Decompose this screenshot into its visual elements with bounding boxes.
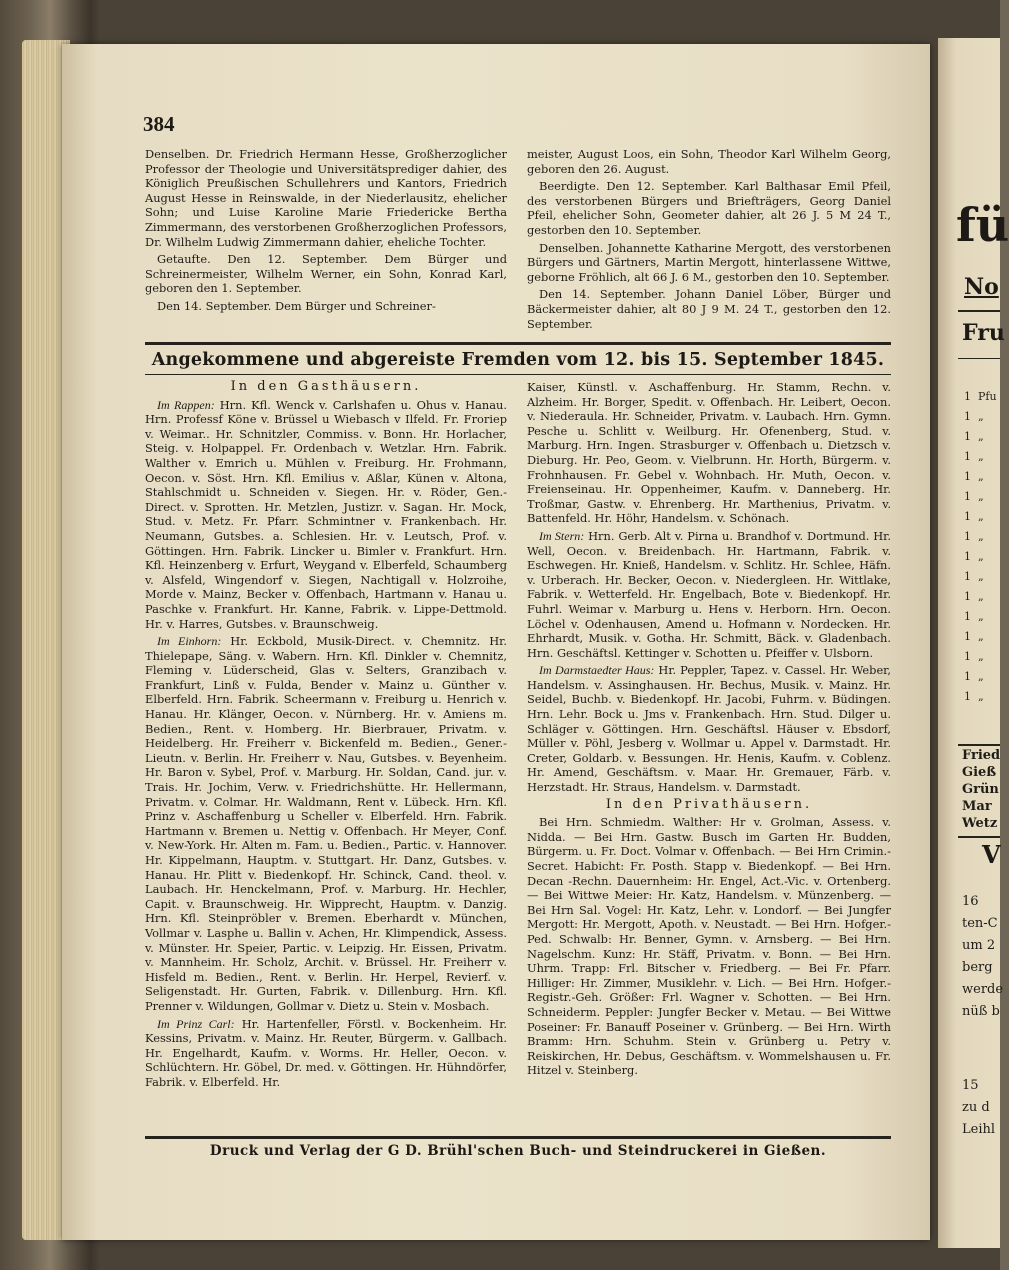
heading-fragment: Fru bbox=[962, 320, 1005, 346]
list-item: „ bbox=[978, 430, 984, 443]
list-item: „ bbox=[978, 450, 984, 463]
rule bbox=[958, 744, 1000, 746]
paragraph: Beerdigte. Den 12. September. Karl Balthasar Emil Pfeil, des verstorbenen Bürgers und Briefträgers, Georg Daniel Pfeil, ehelicher Sohn, Geometer dahier, alt 26 J. 5 M 24 T., gestorben den 10. September. bbox=[527, 179, 891, 237]
rule bbox=[958, 358, 1000, 359]
list-item: Pfu bbox=[978, 390, 997, 403]
list-number: 1 bbox=[964, 690, 971, 703]
list-item: „ bbox=[978, 630, 984, 643]
text-fragment: um 2 bbox=[962, 938, 996, 953]
text-fragment: Leihl bbox=[962, 1122, 996, 1137]
hotel-guests: Kaiser, Künstl. v. Aschaffenburg. Hr. Stamm, Rechn. v. Alzheim. Hr. Borger, Spedit. v. Offenbach. Hr. Leibert, Oecon. v. Niederaula. Hr. Schneider, Privatm. v. Laubach. Hrn. Gymn. Pesche u. Schlitt v. Weilburg. Hr. Ofenenberg, Stud. v. Marburg. Hrn. Ingen. Strasburger v. Offenbach u. Dietzsch v. Dieburg. Hr. Peo, Geom. v. Vielbrunn. Hr. Horth, Bürgerm. v. Frohnhausen. Fr. Gebel v. Wohnbach. Hr. Muth, Oecon. v. Freienseinau. Hr. Oppenheimer, Kaufm. v. Danneberg. Hr. Troßmar, Gastw. v. Ehrenberg. Hr. Marthenius, Privatm. v. Battenfeld. Hr. Höhr, Handelsm. v. Schönach. bbox=[527, 380, 891, 526]
footer-rule bbox=[145, 1136, 891, 1139]
hotel-guests: Hrn. Kfl. Wenck v. Carlshafen u. Ohus v. Hanau. Hrn. Professf Köne v. Brüssel u Wiebasch v Ilfeld. Fr. Froriep v. Weimar.. Hr. Schnitzler, Commiss. v. Bonn. Hr. Horlacher, Steig. v. Holpappel. Fr. Ordenbach v. Wetzlar. Hrn. Fabrik. Walther v. Emrich u. Mühlen v. Freiburg. Hr. Frohmann, Oecon. v. Söst. Hrn. Kfl. Emilius v. Aßlar, Künen v. Altona, Stahlschmidt u. Schneiden v. Siegen. Hr. v. Röder, Gen.-Direct. v. Sprotten. Hr. Metzlen, Justizr. v. Sagan. Hr. Mock, Stud. v. Metz. Fr. Pfarr. Schmintner v. Frankenbach. Hr. Neumann, Gutsbes. a. Schlesien. Hr. v. Leutsch, Prof. v. Göttingen. Hrn. Fabrik. Lincker u. Bimler v. Frankfurt. Hrn. Kfl. Heinzenberg v. Erfurt, Weygand v. Elberfeld, Schaumberg v. Alsfeld, Wingendorf v. Siegen, Nachtigall v. Holzroihe, Morde v. Mainz, Becker v. Offenbach, Hartmann v. Hanau u. Paschke v. Frankfurt. Hr. Kanne, Fabrik. v. Lippe-Dettmold. Hr. v. Harres, Gutsbes. v. Braunschweig. bbox=[145, 397, 507, 631]
masthead-fragment: fü bbox=[956, 198, 1009, 252]
text-fragment: nüß b bbox=[962, 1004, 1000, 1019]
list-item: „ bbox=[978, 530, 984, 543]
hotel-entry bbox=[527, 663, 891, 794]
list-number: 1 bbox=[964, 550, 971, 563]
private-houses-text: Bei Hrn. Schmiedm. Walther: Hr v. Grolman, Assess. v. Nidda. — Bei Hrn. Gastw. Busch im Garten Hr. Budden, Bürgerm. u. Fr. Doct. Volmar v. Offenbach. — Bei Hrn Crimin.-Secret. Habicht: Fr. Posth. Stapp v. Biedenkopf. — Bei Hrn. Decan -Rechn. Dauernheim: Hr. Engel, Act.-Vic. v. Ortenberg. — Bei Wittwe Meier: Hr. Katz, Handelsm. v. Münzenberg. — Bei Hrn Sal. Vogel: Hr. Katz, Lehr. v. Londorf. — Bei Jungfer Mergott: Hr. Mergott, Apoth. v. Neustadt. — Bei Hrn. Hofger.-Ped. Schwalb: Hr. Benner, Gymn. v. Arnsberg. — Bei Hrn. Nagelschm. Kunz: Hr. Stäff, Privatm. v. Bonn. — Bei Hrn. Uhrm. Trapp: Frl. Bitscher v. Friedberg. — Bei Fr. Pfarr. Hilliger: Hr. Zimmer, Musiklehr. v. Lich. — Bei Hrn. Hofger.-Registr.-Geh. Größer: Frl. Wagner v. Schotten. — Bei Hrn. Schneiderm. Peppler: Jungfer Becker v. Metau. — Bei Wittwe Poseiner: Fr. Banauff Poseiner v. Grünberg. — Bei Hrn. Wirth Bramm: Hrn. Schuhm. Stein v. Grünberg u. Petry v. Reiskirchen, Hr. Debus, Geschäftsm. v. Wommelshausen u. Fr. Hitzel v. Steinberg. bbox=[527, 815, 891, 1078]
place-name: Gieß bbox=[962, 765, 997, 780]
place-name: Fried bbox=[962, 748, 1001, 763]
list-number: 1 bbox=[964, 530, 971, 543]
hotel-name: Im Prinz Carl: bbox=[157, 1016, 235, 1031]
hotel-name: Im Darmstaedter Haus: bbox=[539, 663, 655, 678]
section-title: Angekommene und abgereiste Fremden vom 12. bis 15. September 1845. bbox=[151, 350, 885, 370]
place-name: Mar bbox=[962, 799, 992, 814]
section-rule-top bbox=[145, 342, 891, 345]
list-item: „ bbox=[978, 550, 984, 563]
hotel-entry bbox=[145, 634, 507, 1013]
text-fragment: werde bbox=[962, 982, 1004, 997]
list-number: 1 bbox=[964, 570, 971, 583]
list-item: „ bbox=[978, 670, 984, 683]
section-rule-under-title bbox=[145, 374, 891, 375]
list-item: „ bbox=[978, 410, 984, 423]
list-item: „ bbox=[978, 650, 984, 663]
paragraph: Denselben. Dr. Friedrich Hermann Hesse, Großherzoglicher Professor der Theologie und Universitätsprediger dahier, des Königlich Preußischen Schullehrers und Kantors, Friedrich August Hesse in Reinswalde, in der Niederlausitz, ehelicher Sohn; und Luise Karoline Marie Friedericke Bertha Zimmermann, des verstorbenen Großherzoglichen Professors, Dr. Wilhelm Ludwig Zimmermann dahier, eheliche Tochter. bbox=[145, 147, 507, 249]
hotel-guests: Hr. Peppler, Tapez. v. Cassel. Hr. Weber, Handelsm. v. Assinghausen. Hr. Bechus, Musik. v. Mainz. Hr. Seidel, Buchb. v. Biedenkopf. Hr. Jacobi, Fuhrm. v. Büdingen. Hrn. Lehr. Bock u. Jms v. Frankenbach. Hrn. Stud. Dilger u. Schläger v. Göttingen. Hrn. Geschäftsl. Häuser v. Ebsdorf, Müller v. Pöhl, Jesberg v. Wollmar u. Appel v. Darmstadt. Hr. Creter, Goldarb. v. Bessungen. Hr. Henis, Kaufm. v. Coblenz. Hr. Amend, Geschäftsm. v. Maar. Hr. Gremauer, Färb. v. Herzstadt. Hr. Straus, Handelsm. v. Darmstadt. bbox=[527, 663, 891, 795]
list-item: „ bbox=[978, 610, 984, 623]
hotel-name: Im Stern: bbox=[539, 528, 585, 543]
text-fragment: 15 bbox=[962, 1078, 979, 1093]
arrivals-right-column bbox=[527, 380, 891, 1081]
hotel-name: Im Einhorn: bbox=[157, 634, 222, 649]
hotel-entry bbox=[527, 529, 891, 660]
arrivals-left-column bbox=[145, 380, 507, 1093]
text-fragment: 16 bbox=[962, 894, 979, 909]
place-name: Wetz bbox=[962, 816, 998, 831]
list-number: 1 bbox=[964, 470, 971, 483]
rule bbox=[958, 310, 1000, 312]
list-number: 1 bbox=[964, 450, 971, 463]
paragraph: Getaufte. Den 12. September. Dem Bürger und Schreinermeister, Wilhelm Werner, ein Sohn, Konrad Karl, geboren den 1. September. bbox=[145, 252, 507, 296]
list-number: 1 bbox=[964, 430, 971, 443]
paragraph: Den 14. September. Johann Daniel Löber, Bürger und Bäckermeister dahier, alt 80 J 9 M. 24 T., gestorben den 12. September. bbox=[527, 287, 891, 331]
page-number: 384 bbox=[143, 112, 175, 136]
list-number: 1 bbox=[964, 630, 971, 643]
hotel-entry bbox=[527, 380, 891, 526]
list-number: 1 bbox=[964, 650, 971, 663]
heading-private-houses: In den Privathäusern. bbox=[605, 796, 813, 812]
issue-number-fragment: No bbox=[964, 274, 999, 300]
hotel-guests: Hrn. Gerb. Alt v. Pirna u. Brandhof v. Dortmund. Hr. Well, Oecon. v. Breidenbach. Hr. Hartmann, Fabrik. v. Eschwegen. Hr. Knieß, Handelsm. v. Schlitz. Hr. Schlee, Häfn. v. Urberach. Hr. Becker, Oecon. v. Niedergleen. Hr. Wittlake, Fabrik. v. Wetterfeld. Hr. Engelbach, Bote v. Biedenkopf. Hr. Fuhrl. Weimar v. Marburg u. Hens v. Herborn. Hrn. Oecon. Löchel v. Odenhausen, Amend u. Hofmann v. Nordecken. Hr. Ehrhardt, Musik. v. Gotha. Hr. Schmitt, Bäck. v. Gladenbach. Hrn. Geschäftsl. Kettinger v. Schotten u. Pfeiffer v. Ulsborn. bbox=[527, 528, 891, 660]
list-number: 1 bbox=[964, 610, 971, 623]
list-number: 1 bbox=[964, 510, 971, 523]
imprint-footer: Druck und Verlag der G D. Brühl'schen Buch- und Steindruckerei in Gießen. bbox=[209, 1143, 827, 1159]
hotel-entry bbox=[145, 1017, 507, 1090]
list-number: 1 bbox=[964, 590, 971, 603]
place-name: Grün bbox=[962, 782, 999, 797]
list-item: „ bbox=[978, 690, 984, 703]
list-number: 1 bbox=[964, 390, 971, 403]
section-letter-fragment: V bbox=[982, 840, 1001, 869]
text-fragment: berg bbox=[962, 960, 993, 975]
list-number: 1 bbox=[964, 410, 971, 423]
text-fragment: zu d bbox=[962, 1100, 990, 1115]
top-right-column bbox=[527, 147, 891, 334]
list-item: „ bbox=[978, 470, 984, 483]
rule bbox=[958, 836, 1000, 838]
list-item: „ bbox=[978, 590, 984, 603]
paragraph: Den 14. September. Dem Bürger und Schreiner- bbox=[157, 298, 436, 313]
list-item: „ bbox=[978, 570, 984, 583]
paragraph: Denselben. Johannette Katharine Mergott, des verstorbenen Bürgers und Gärtners, Martin Mergott, hinterlassene Wittwe, geborne Fröhlich, alt 66 J. 6 M., gestorben den 10. September. bbox=[527, 240, 891, 284]
paragraph: meister, August Loos, ein Sohn, Theodor Karl Wilhelm Georg, geboren den 26. August. bbox=[527, 147, 891, 176]
list-number: 1 bbox=[964, 490, 971, 503]
hotel-entry bbox=[145, 398, 507, 632]
text-fragment: ten-C bbox=[962, 916, 998, 931]
heading-guesthouses: In den Gasthäusern. bbox=[230, 379, 422, 394]
list-item: „ bbox=[978, 490, 984, 503]
list-number: 1 bbox=[964, 670, 971, 683]
right-page-fragment bbox=[938, 38, 1009, 1248]
hotel-guests: Hr. Hartenfeller, Förstl. v. Bockenheim. Hr. Kessins, Privatm. v. Mainz. Hr. Reuter, Bürgerm. v. Gallbach. Hr. Engelhardt, Kaufm. v. Worms. Hr. Heller, Oecon. v. Schlüchtern. Hr. Göbel, Dr. med. v. Göttingen. Hr. Hühndörfer, Fabrik. v. Elberfeld. Hr. bbox=[145, 1016, 508, 1089]
hotel-guests: Hr. Eckbold, Musik-Direct. v. Chemnitz. Hr. Thielepape, Säng. v. Wabern. Hrn. Kfl. Dinkler v. Chemnitz, Fleming v. Lüderscheid, Glas v. Selters, Granzibach v. Frankfurt, Linß v. Fulda, Bender v. Mainz u. Günther v. Elberfeld. Hrn. Fabrik. Scheermann v. Freiburg u. Henrich v. Hanau. Hr. Klänger, Oecon. v. Nürnberg. Hr. v. Amiens m. Bedien., Rent. v. Homberg. Hr. Bierbrauer, Privatm. v. Heidelberg. Hr. Freiherr v. Bickenfeld m. Bedien., Gener.-Lieutn. v. Berlin. Hr. Freiherr v. Nau, Gutsbes. v. Beyenheim. Hr. Baron v. Sybel, Prof. v. Marburg. Hr. Soldan, Cand. jur. v. Trais. Hr. Jochim, Verw. v. Friedrichshütte. Hr. Hellermann, Privatm. v. Colmar. Hr. Waldmann, Rent v. Lübeck. Hrn. Kfl. Prinz v. Aschaffenburg u Scheller v. Elberfeld. Hrn. Fabrik. Hartmann v. Bremen u. Nettig v. Offenbach. Hr Meyer, Conf. v. New-York. Hr. Alten m. Fam. u. Bedien., Partic. v. Hannover. Hr. Kippelmann, Hauptm. v. Stuttgart. Hr. Danz, Gutsbes. v. Hanau. Hr. Plitt v. Biedenkopf. Hr. Schinck, Cand. theol. v. Laubach. Hr. Henckelmann, Prof. v. Marburg. Hr. Hechler, Capit. v. Braunschweig. Hr. Wipprecht, Hauptm. v. Danzig. Hrn. Kfl. Steinpröbler v. Bremen. Eberhardt v. München, Vollmar v. Lasphe u. Ballin v. Achen, Hr. Klimpendick, Assess. v. Münster. Hr. Speier, Partic. v. Leipzig. Hr. Eissen, Privatm. v. Mannheim. Hr. Scholz, Archit. v. Brüssel. Hr. Freiherr v. Hisfeld m. Bedien., Rent. v. Berlin. Hr. Herpel, Revierf. v. Seligenstadt. Hr. Gurten, Fabrik. v. Dillenburg. Hrn. Kfl. Prenner v. Wildungen, Gollmar v. Dietz u. Stein v. Mosbach. bbox=[145, 634, 507, 1013]
top-left-column bbox=[145, 147, 507, 317]
hotel-name: Im Rappen: bbox=[157, 397, 215, 412]
list-item: „ bbox=[978, 510, 984, 523]
